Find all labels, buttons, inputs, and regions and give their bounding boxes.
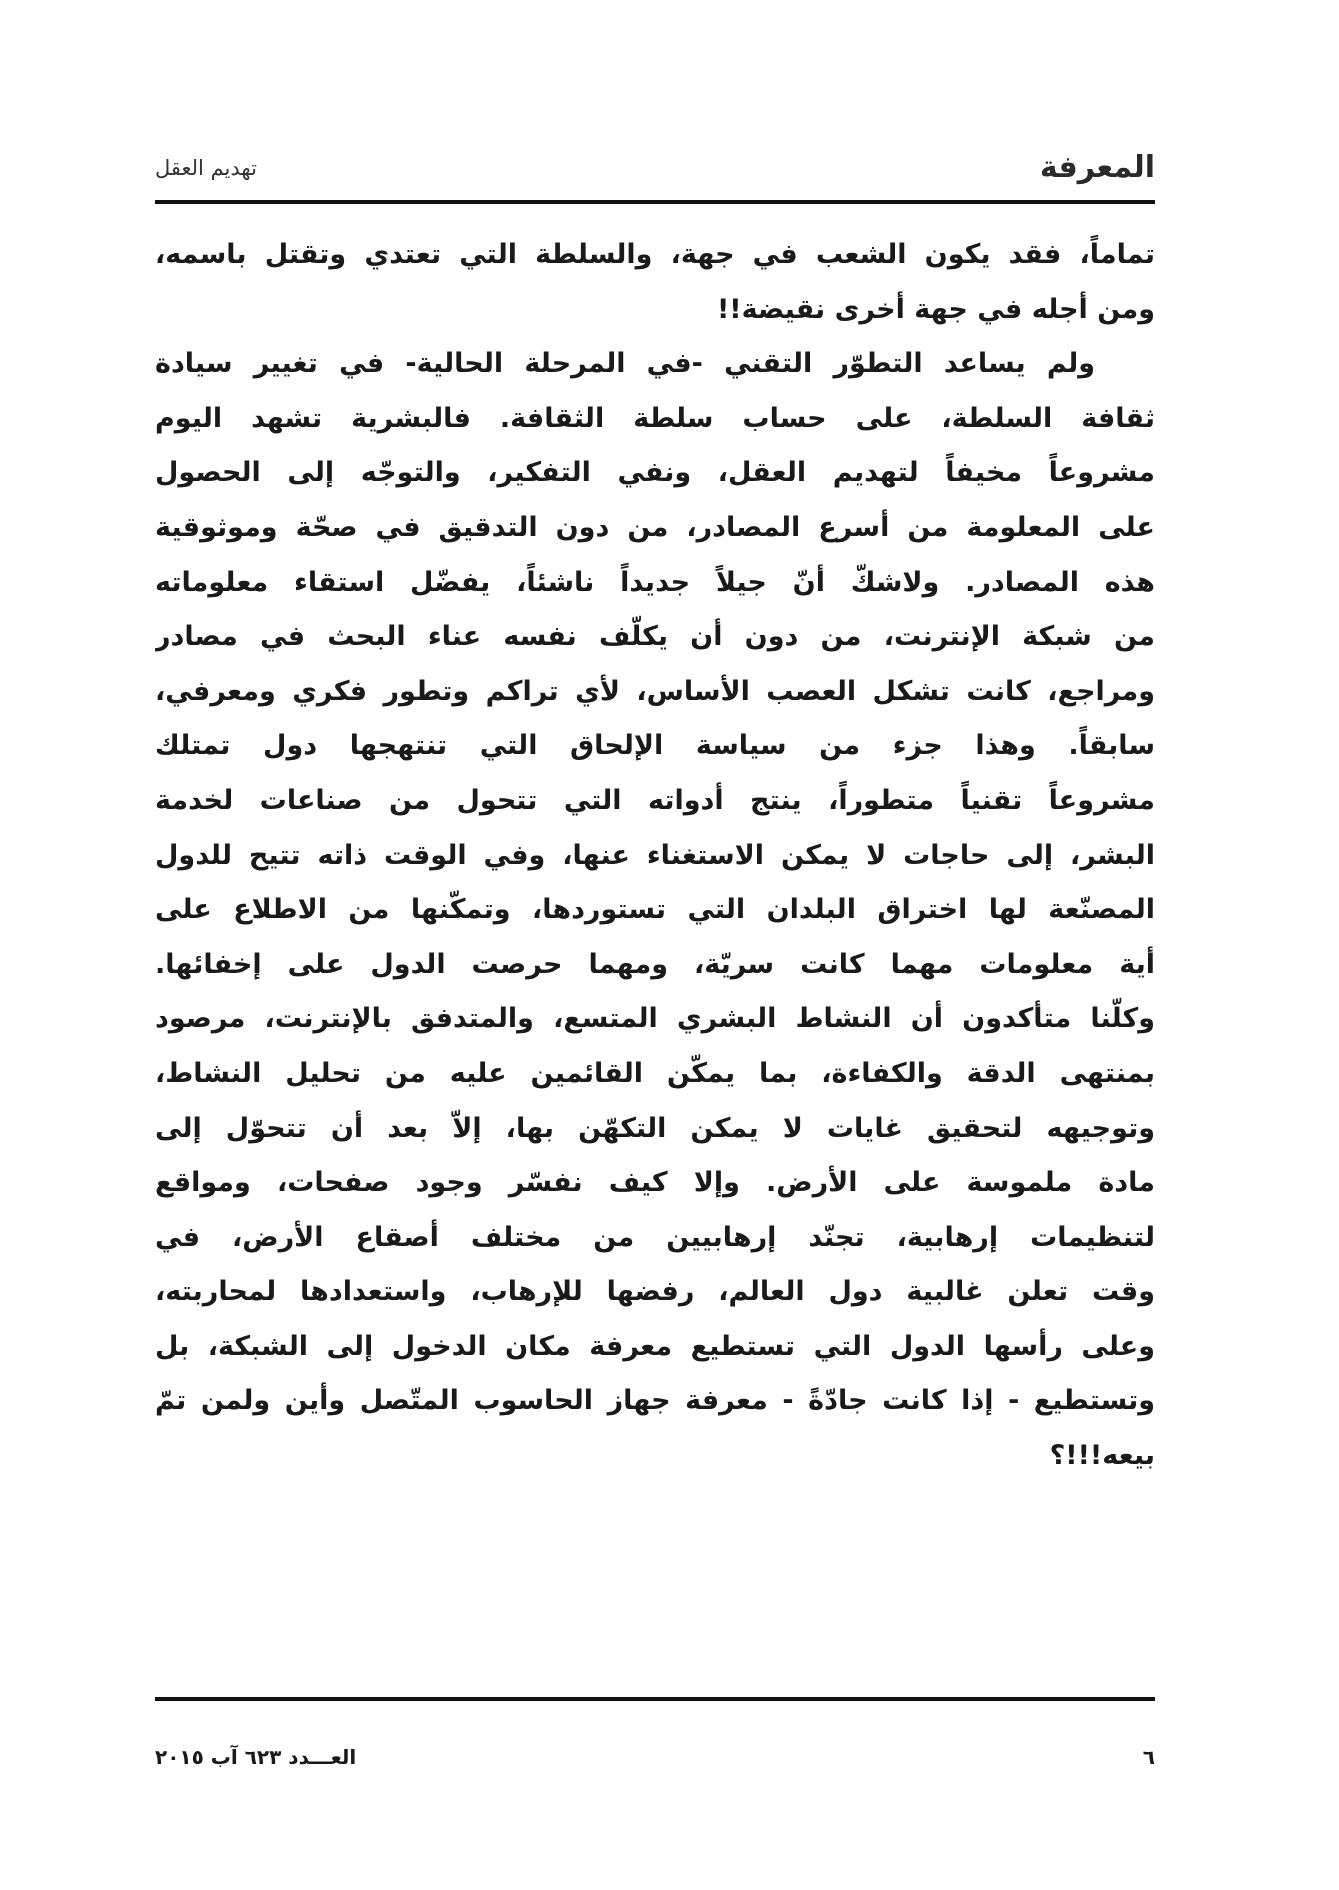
body-line: تماماً، فقد يكون الشعب في جهة، والسلطة التي تعتدي وتقتل باسمه، — [155, 239, 1155, 270]
issue-info: العـــدد ٦٢٣ آب ٢٠١٥ — [155, 1745, 357, 1769]
body-line: المصنّعة لها اختراق البلدان التي تستوردها، وتمكّنها من الاطلاع على — [155, 894, 1155, 926]
page-number: ٦ — [1142, 1745, 1155, 1769]
body-line: وكلّنا متأكدون أن النشاط البشري المتسع، والمتدفق بالإنترنت، مرصود — [155, 1003, 1155, 1035]
body-line: ثقافة السلطة، على حساب سلطة الثقافة. فالبشرية تشهد اليوم — [155, 402, 1155, 434]
body-line: لتنظيمات إرهابية، تجنّد إرهابيين من مختلف أصقاع الأرض، في — [155, 1221, 1155, 1253]
page-header — [155, 150, 1155, 190]
body-line: ومراجع، كانت تشكل العصب الأساس، لأي تراكم وتطور فكري ومعرفي، — [155, 675, 1155, 707]
body-line: وقت تعلن غالبية دول العالم، رفضها للإرهاب، واستعدادها لمحاربته، — [155, 1276, 1155, 1308]
body-line: ولم يساعد التطوّر التقني -في المرحلة الحالية- في تغيير سيادة — [155, 348, 1095, 380]
body-line: وتوجيهه لتحقيق غايات لا يمكن التكهّن بها، إلاّ بعد أن تتحوّل إلى — [155, 1112, 1155, 1144]
body-line: وعلى رأسها الدول التي تستطيع معرفة مكان الدخول إلى الشبكة، بل — [155, 1330, 1155, 1362]
body-line: مادة ملموسة على الأرض. وإلا كيف نفسّر وجود صفحات، ومواقع — [155, 1167, 1155, 1199]
article-body — [155, 228, 1155, 1484]
body-line: بمنتهى الدقة والكفاءة، بما يمكّن القائمين عليه من تحليل النشاط، — [155, 1057, 1155, 1089]
body-line: بيعه!!!؟ — [1049, 1440, 1155, 1472]
body-line: هذه المصادر. ولاشكّ أنّ جيلاً جديداً ناشئاً، يفضّل استقاء معلوماته — [155, 566, 1155, 598]
body-line: أية معلومات مهما كانت سريّة، ومهما حرصت الدول على إخفائها. — [155, 948, 1155, 980]
body-line: وتستطيع - إذا كانت جادّةً - معرفة جهاز الحاسوب المتّصل وأين ولمن تمّ — [155, 1385, 1155, 1417]
magazine-logo: المعرفة — [1039, 150, 1155, 185]
body-line: على المعلومة من أسرع المصادر، من دون التدقيق في صحّة وموثوقية — [155, 511, 1155, 543]
body-line: من شبكة الإنترنت، من دون أن يكلّف نفسه عناء البحث في مصادر — [155, 621, 1155, 653]
header-divider — [155, 200, 1155, 204]
running-title: تهديم العقل — [155, 156, 257, 180]
body-line: سابقاً. وهذا جزء من سياسة الإلحاق التي تنتهجها دول تمتلك — [155, 730, 1155, 762]
body-line: مشروعاً مخيفاً لتهديم العقل، ونفي التفكير، والتوجّه إلى الحصول — [155, 457, 1155, 489]
page-footer — [155, 1745, 1155, 1775]
body-line: مشروعاً تقنياً متطوراً، ينتج أدواته التي تتحول من صناعات لخدمة — [155, 784, 1155, 816]
body-line: ومن أجله في جهة أخرى نقيضة!! — [716, 293, 1155, 325]
body-line: البشر، إلى حاجات لا يمكن الاستغناء عنها، وفي الوقت ذاته تتيح للدول — [155, 839, 1155, 871]
footer-divider — [155, 1697, 1155, 1701]
